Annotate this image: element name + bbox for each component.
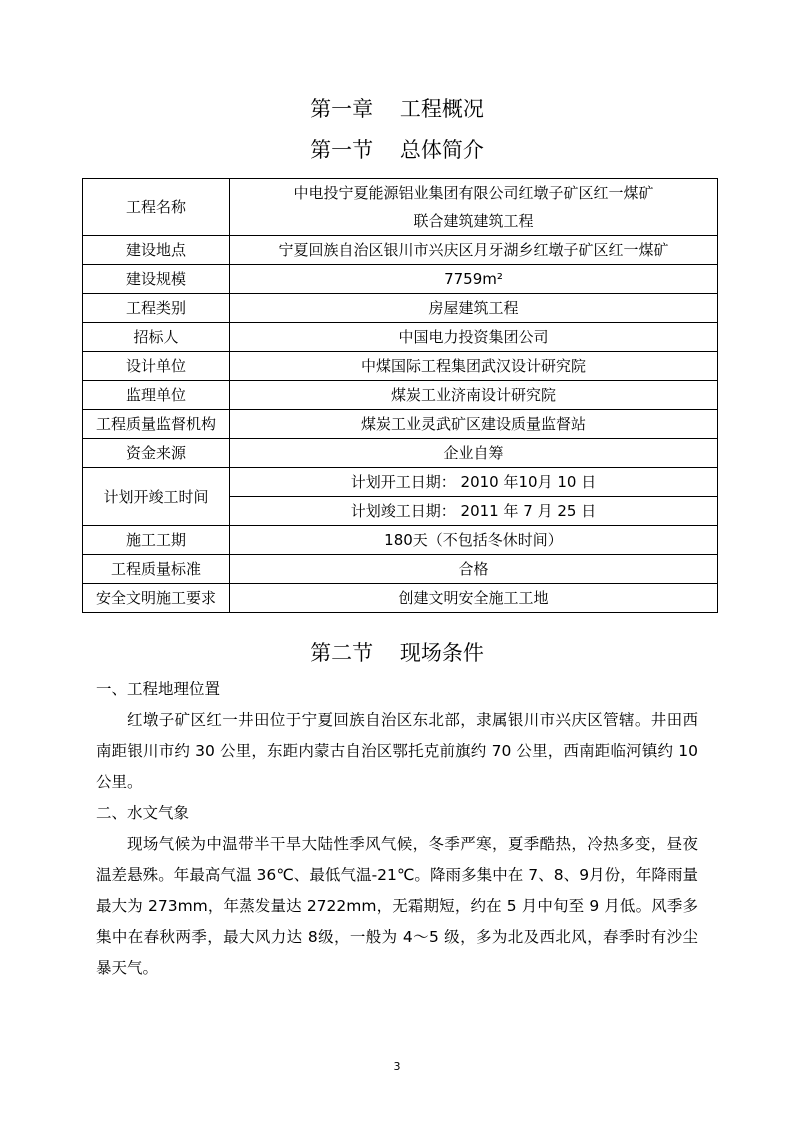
value-schedule-end: 计划竣工日期： 2011 年 7 月 25 日 xyxy=(230,497,718,526)
table-row xyxy=(83,381,718,410)
label-scale: 建设规模 xyxy=(83,265,230,294)
value-designer: 中煤国际工程集团武汉设计研究院 xyxy=(230,352,718,381)
table-row xyxy=(83,352,718,381)
value-quality-standard: 合格 xyxy=(230,555,718,584)
value-funding: 企业自筹 xyxy=(230,439,718,468)
label-duration: 施工工期 xyxy=(83,526,230,555)
label-safety: 安全文明施工要求 xyxy=(83,584,230,613)
value-duration: 180天（不包括冬休时间） xyxy=(230,526,718,555)
table-row xyxy=(83,236,718,265)
heading-hydro-climate: 二、水文气象 xyxy=(96,804,190,822)
value-scale: 7759m² xyxy=(230,265,718,294)
label-quality-standard: 工程质量标准 xyxy=(83,555,230,584)
label-tenderer: 招标人 xyxy=(83,323,230,352)
label-funding: 资金来源 xyxy=(83,439,230,468)
table-row xyxy=(83,323,718,352)
value-quality-agency: 煤炭工业灵武矿区建设质量监督站 xyxy=(230,410,718,439)
table-row xyxy=(83,468,718,497)
table-row xyxy=(83,410,718,439)
section-title-site-conditions: 第二节 现场条件 xyxy=(310,641,484,665)
value-schedule-start: 计划开工日期： 2010 年10月 10 日 xyxy=(230,468,718,497)
label-quality-agency: 工程质量监督机构 xyxy=(83,410,230,439)
value-project-name-line2: 联合建筑建筑工程 xyxy=(230,207,718,236)
section-title-overview: 第一节 总体简介 xyxy=(310,138,484,162)
table-row xyxy=(83,179,718,208)
label-supervisor: 监理单位 xyxy=(83,381,230,410)
table-row xyxy=(83,584,718,613)
value-type: 房屋建筑工程 xyxy=(230,294,718,323)
label-type: 工程类别 xyxy=(83,294,230,323)
paragraph-geo-location: 红墩子矿区红一井田位于宁夏回族自治区东北部，隶属银川市兴庆区管辖。井田西南距银川市约 30 公里，东距内蒙古自治区鄂托克前旗约 70 公里，西南距临河镇约 10 公里。 xyxy=(96,711,698,791)
chapter-title: 第一章 工程概况 xyxy=(310,97,484,121)
table-row xyxy=(83,555,718,584)
label-project-name: 工程名称 xyxy=(83,179,230,236)
project-info-table xyxy=(82,178,718,613)
table-row xyxy=(83,526,718,555)
table-row xyxy=(83,265,718,294)
value-location: 宁夏回族自治区银川市兴庆区月牙湖乡红墩子矿区红一煤矿 xyxy=(230,236,718,265)
label-schedule: 计划开竣工时间 xyxy=(83,468,230,526)
label-location: 建设地点 xyxy=(83,236,230,265)
value-supervisor: 煤炭工业济南设计研究院 xyxy=(230,381,718,410)
table-row xyxy=(83,294,718,323)
paragraph-hydro-climate: 现场气候为中温带半干旱大陆性季风气候，冬季严寒，夏季酷热，冷热多变，昼夜温差悬殊。年最高气温 36℃、最低气温-21℃。降雨多集中在 7、8、9月份，年降雨量最大为 273mm，年蒸发量达 2722mm，无霜期短，约在 5 月中旬至 9 月低。风季多集中在春秋两季，最大风力达 8级，一般为 4～5 级，多为北及西北风，春季时有沙尘暴天气。 xyxy=(96,835,698,977)
label-designer: 设计单位 xyxy=(83,352,230,381)
heading-geo-location: 一、工程地理位置 xyxy=(96,680,221,698)
value-safety: 创建文明安全施工工地 xyxy=(230,584,718,613)
page-number: 3 xyxy=(393,1060,401,1073)
value-project-name-line1: 中电投宁夏能源铝业集团有限公司红墩子矿区红一煤矿 xyxy=(230,179,718,208)
table-row xyxy=(83,439,718,468)
value-tenderer: 中国电力投资集团公司 xyxy=(230,323,718,352)
